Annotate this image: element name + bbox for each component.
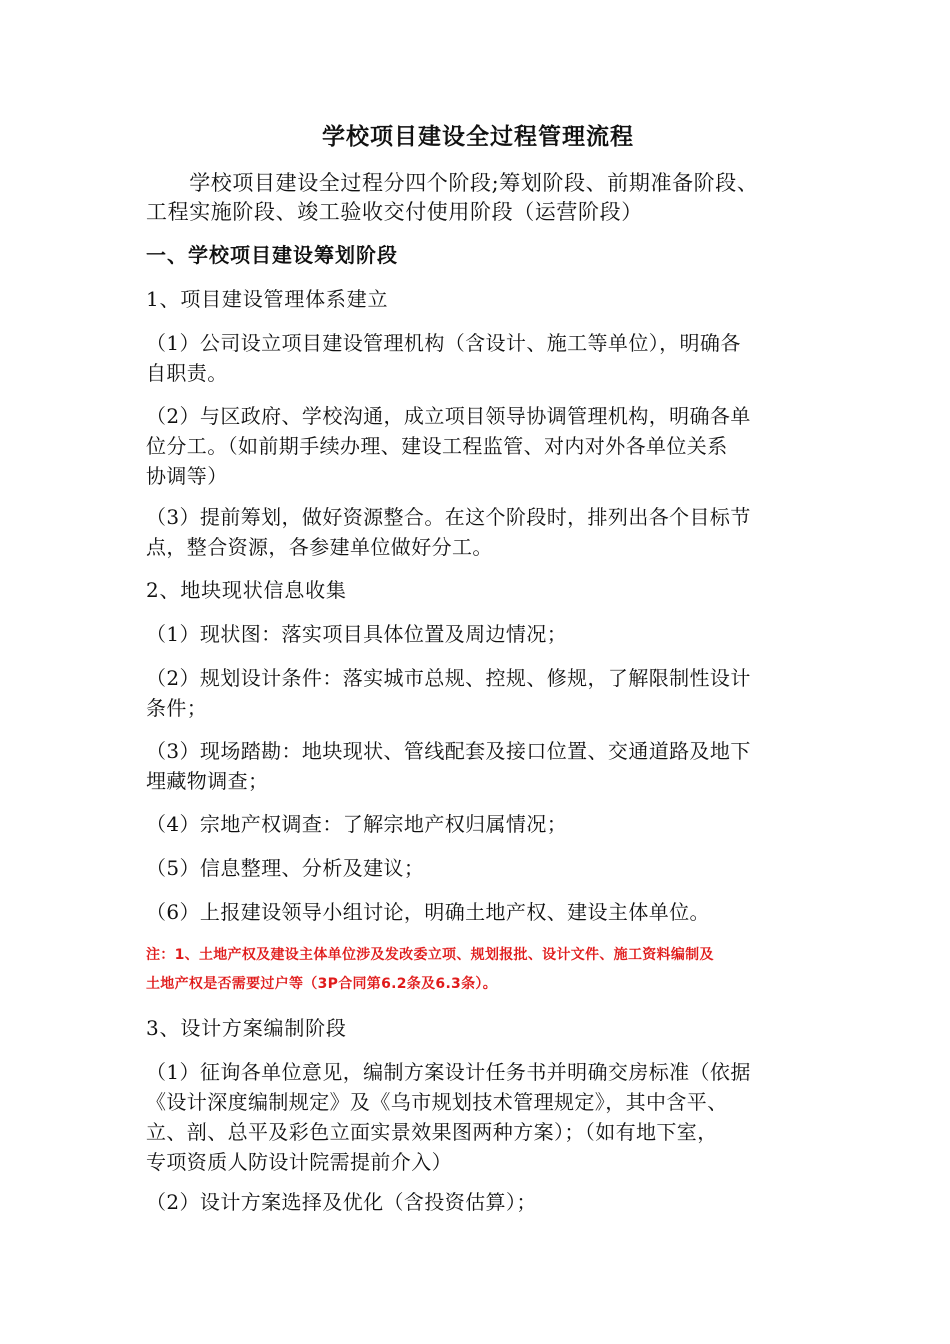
list-item-line: 专项资质人防设计院需提前介入） bbox=[146, 1150, 452, 1174]
list-item-line: 协调等） bbox=[146, 464, 228, 488]
list-item-line: 条件； bbox=[146, 696, 208, 720]
list-item-line: 自职责。 bbox=[146, 361, 228, 385]
list-item bbox=[146, 853, 810, 883]
list-item bbox=[146, 401, 810, 491]
list-item-line: 位分工。（如前期手续办理、建设工程监管、对内对外各单位关系 bbox=[146, 434, 728, 458]
list-item-line: （1）现状图：落实项目具体位置及周边情况； bbox=[146, 622, 568, 646]
subsection-title: 1、项目建设管理体系建立 bbox=[146, 287, 389, 311]
subsection-title: 2、地块现状信息收集 bbox=[146, 578, 347, 602]
list-item bbox=[146, 897, 810, 927]
list-item-line: （2）规划设计条件：落实城市总规、控规、修规，了解限制性设计 bbox=[146, 666, 751, 690]
list-item-line: （5）信息整理、分析及建议； bbox=[146, 856, 425, 880]
section-heading: 一、学校项目建设筹划阶段 bbox=[146, 243, 398, 267]
list-item-line: （3）提前筹划，做好资源整合。在这个阶段时，排列出各个目标节 bbox=[146, 505, 751, 529]
list-item-line: 立、剖、总平及彩色立面实景效果图两种方案）；（如有地下室， bbox=[146, 1120, 718, 1144]
list-item bbox=[146, 736, 810, 796]
intro-paragraph bbox=[146, 169, 810, 227]
list-item bbox=[146, 1187, 810, 1217]
note-line: 注：1、土地产权及建设主体单位涉及发改委立项、规划报批、设计文件、施工资料编制及 bbox=[146, 947, 714, 963]
list-item-line: 点，整合资源，各参建单位做好分工。 bbox=[146, 535, 493, 559]
note-text bbox=[146, 941, 810, 999]
list-item-line: （1）征询各单位意见，编制方案设计任务书并明确交房标准（依据 bbox=[146, 1060, 751, 1084]
list-item-line: 《设计深度编制规定》及《乌市规划技术管理规定》，其中含平、 bbox=[146, 1090, 728, 1114]
document-title: 学校项目建设全过程管理流程 bbox=[322, 124, 634, 150]
list-item bbox=[146, 619, 810, 649]
list-item-line: （3）现场踏勘：地块现状、管线配套及接口位置、交通道路及地下 bbox=[146, 739, 751, 763]
list-item bbox=[146, 1057, 810, 1177]
subsection-title: 3、设计方案编制阶段 bbox=[146, 1016, 347, 1040]
list-item-line: （2）与区政府、学校沟通，成立项目领导协调管理机构，明确各单 bbox=[146, 404, 751, 428]
list-item-line: （2）设计方案选择及优化（含投资估算）； bbox=[146, 1190, 537, 1214]
list-item bbox=[146, 809, 810, 839]
list-item-line: （4）宗地产权调查：了解宗地产权归属情况； bbox=[146, 812, 568, 836]
list-item-line: （1）公司设立项目建设管理机构（含设计、施工等单位），明确各 bbox=[146, 331, 741, 355]
list-item bbox=[146, 663, 810, 723]
intro-line: 工程实施阶段、竣工验收交付使用阶段（运营阶段） bbox=[146, 200, 643, 224]
intro-line: 学校项目建设全过程分四个阶段;筹划阶段、前期准备阶段、 bbox=[146, 171, 759, 195]
list-item bbox=[146, 502, 810, 562]
note-line: 土地产权是否需要过户等（3P合同第6.2条及6.3条）。 bbox=[146, 976, 498, 992]
list-item-line: （6）上报建设领导小组讨论，明确土地产权、建设主体单位。 bbox=[146, 900, 710, 924]
list-item-line: 埋藏物调查； bbox=[146, 769, 269, 793]
list-item bbox=[146, 328, 810, 388]
